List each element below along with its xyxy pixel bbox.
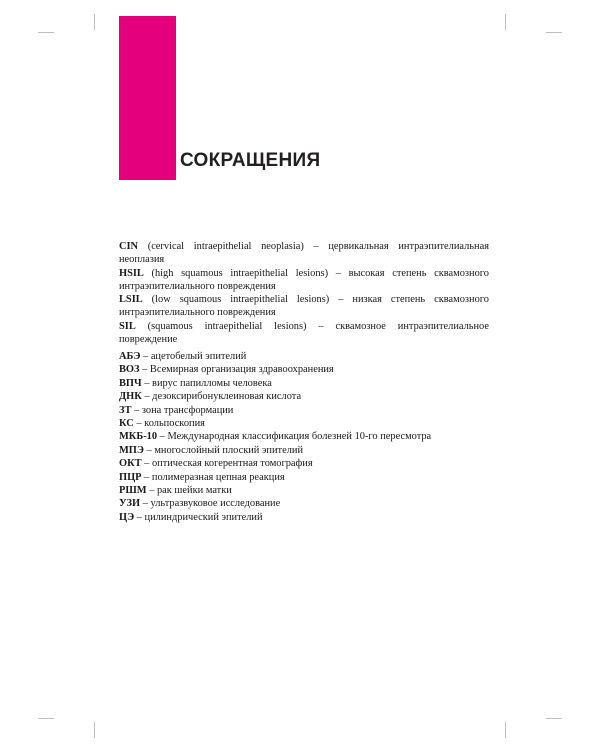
abbreviation: ЗТ xyxy=(119,404,132,416)
list-item xyxy=(119,293,489,320)
abbreviation: CIN xyxy=(119,241,139,252)
abbreviation: УЗИ xyxy=(119,498,141,510)
definition: – цилиндрический эпителий xyxy=(136,511,263,523)
list-item xyxy=(119,497,489,510)
list-item xyxy=(119,350,489,363)
abbreviation: LSIL xyxy=(119,294,143,306)
abbreviation: ОКТ xyxy=(119,458,142,470)
list-item xyxy=(119,457,489,470)
list-item xyxy=(119,444,489,457)
definition: – рак шейки матки xyxy=(149,485,232,497)
page-title: СОКРАЩЕНИЯ xyxy=(180,150,321,171)
definition: – зона трансформации xyxy=(134,404,234,416)
abbreviation: SIL xyxy=(119,320,136,332)
abbreviation: МКБ-10 xyxy=(119,431,158,443)
definition: – дезоксирибонуклеиновая кислота xyxy=(144,391,302,403)
definition: – полимеразная цепная реакция xyxy=(144,471,285,483)
russian-abbreviations-list xyxy=(119,350,489,524)
definition: – оптическая когерентная томография xyxy=(144,458,313,470)
list-item xyxy=(119,377,489,390)
abbreviation: АБЭ xyxy=(119,351,141,362)
abbreviation: РШМ xyxy=(119,485,147,497)
crop-mark xyxy=(94,722,95,738)
list-item xyxy=(119,417,489,430)
accent-bar xyxy=(119,16,176,180)
abbreviation: HSIL xyxy=(119,267,144,279)
crop-mark xyxy=(505,14,506,30)
definition: – Всемирная организация здравоохранения xyxy=(142,364,334,376)
definition: (high squamous intraepithelial lesions) – высокая степень сквамозного интраэпителиального повреждения xyxy=(119,267,489,292)
crop-mark xyxy=(38,718,54,719)
definition: (low squamous intraepithelial lesions) – низкая степень сквамозного интраэпителиального повреждения xyxy=(119,294,489,319)
crop-mark xyxy=(505,722,506,738)
international-abbreviations-list xyxy=(119,240,489,346)
abbreviation: МПЭ xyxy=(119,444,144,456)
definition: – Международная классификация болезней 10-го пересмотра xyxy=(159,431,432,443)
list-item xyxy=(119,404,489,417)
definition: (squamous intraepithelial lesions) – сквамозное интраэпителиальное повреждение xyxy=(119,320,489,346)
list-item xyxy=(119,471,489,484)
list-item xyxy=(119,267,489,294)
list-item xyxy=(119,430,489,443)
abbreviation: КС xyxy=(119,418,134,430)
definition: (cervical intraepithelial neoplasia) – цервикальная интраэпителиальная неоплазия xyxy=(119,241,489,266)
crop-mark xyxy=(38,32,54,33)
definition: – ацетобелый эпителий xyxy=(143,351,247,362)
list-item xyxy=(119,363,489,376)
crop-mark xyxy=(546,32,562,33)
definition: – ультразвуковое исследование xyxy=(142,498,281,510)
definition: – кольпоскопия xyxy=(136,418,205,430)
list-item xyxy=(119,511,489,524)
crop-mark xyxy=(546,718,562,719)
list-item xyxy=(119,320,489,347)
abbreviation: ВОЗ xyxy=(119,364,140,376)
crop-mark xyxy=(94,14,95,30)
abbreviation: ЦЭ xyxy=(119,511,135,523)
abbreviation: ПЦР xyxy=(119,471,142,483)
abbreviation: ДНК xyxy=(119,391,142,403)
definition: – многослойный плоский эпителий xyxy=(146,444,304,456)
list-item xyxy=(119,390,489,403)
list-item xyxy=(119,240,489,267)
definition: – вирус папилломы человека xyxy=(144,377,272,389)
abbreviation: ВПЧ xyxy=(119,377,142,389)
list-item xyxy=(119,484,489,497)
